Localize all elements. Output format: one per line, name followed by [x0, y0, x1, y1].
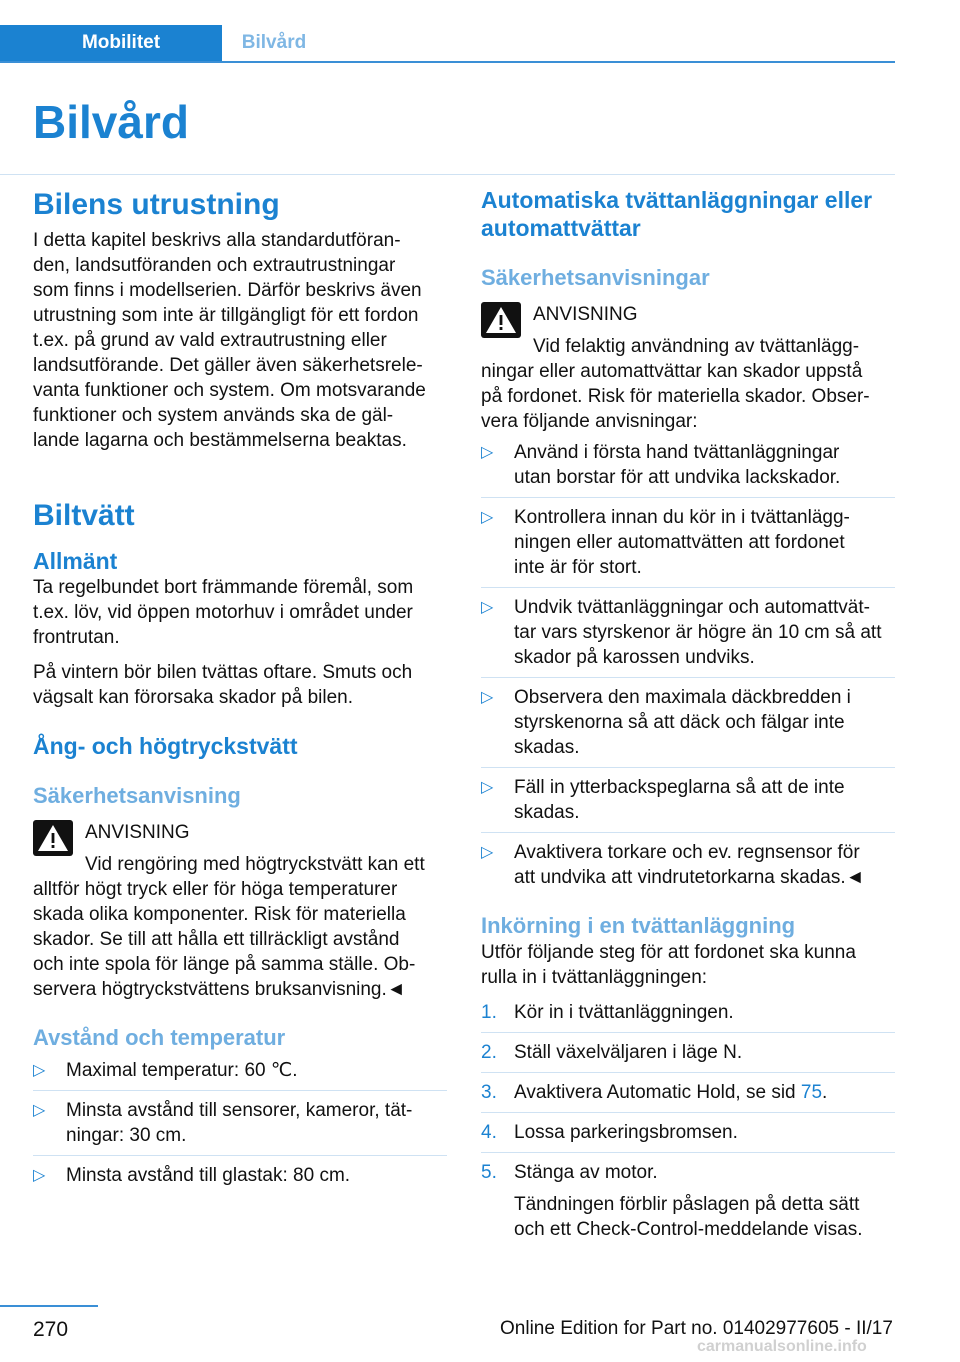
general-line: t.ex. löv, vid öppen motorhuv i området under: [33, 602, 413, 623]
list-item: [481, 505, 895, 580]
notice-line: på fordonet. Risk för materiella skador. Obser-: [481, 386, 870, 407]
divider: [481, 497, 895, 498]
step-text: Avaktivera Automatic Hold, se sid: [514, 1082, 801, 1103]
notice-automatic: [481, 302, 895, 434]
list-item-text: skador på karossen undviks.: [514, 647, 755, 668]
triangle-bullet-icon: ▷: [481, 444, 494, 461]
notice-label: ANVISNING: [85, 822, 190, 843]
spacer: [33, 760, 447, 782]
heading-distance: Avstånd och temperatur: [33, 1025, 286, 1050]
heading-general: Allmänt: [33, 548, 118, 574]
divider: [33, 1090, 447, 1091]
heading-carwash: Biltvätt: [33, 499, 135, 532]
triangle-bullet-icon: ▷: [481, 689, 494, 706]
divider: [481, 832, 895, 833]
equipment-line: vanta funktioner och system. Om motsvarande: [33, 380, 426, 401]
list-item: [33, 1058, 447, 1083]
spacer: [33, 453, 447, 491]
equipment-line: som finns i modellserien. Därför beskrivs även: [33, 280, 422, 301]
notice-line: skada olika komponenter. Risk för materiella: [33, 904, 406, 925]
triangle-bullet-icon: ▷: [481, 509, 494, 526]
warning-icon: [481, 302, 521, 338]
tab-bilvard-label: Bilvård: [241, 32, 307, 53]
notice-steam: [33, 820, 447, 1002]
list-item-text: Maximal temperatur: 60 ℃.: [66, 1060, 298, 1081]
spacer: [481, 990, 895, 1000]
notice-line: alltför högt tryck eller för höga temperaturer: [33, 879, 398, 900]
step-item: [481, 1160, 895, 1242]
equipment-line: den, landsutföranden och extrautrustningar: [33, 255, 396, 276]
divider: [481, 1072, 895, 1073]
list-item: [481, 775, 895, 825]
edition-label: Online Edition for Part no. 01402977605 - II/17: [500, 1318, 893, 1339]
equipment-line: t.ex. på grund av vald extrautrustning eller: [33, 330, 387, 351]
step-number: 3.: [481, 1082, 497, 1103]
spacer: [33, 810, 447, 820]
list-item-text: Avaktivera torkare och ev. regnsensor för: [514, 842, 860, 863]
step-note: och ett Check-Control-meddelande visas.: [514, 1219, 863, 1240]
tab-mobilitet-label: Mobilitet: [81, 32, 161, 53]
heading-automatic: [481, 186, 895, 242]
spacer: [481, 292, 895, 302]
spacer: [33, 1002, 447, 1024]
general-line: frontrutan.: [33, 627, 120, 648]
divider: [33, 1155, 447, 1156]
page-link-75[interactable]: 75: [800, 1082, 823, 1103]
list-item-text: ningen eller automattvätten att fordonet: [514, 532, 845, 553]
tab-bilvard[interactable]: [222, 25, 326, 61]
notice-line: skador. Se till att hålla ett tillräckligt avstånd: [33, 929, 400, 950]
driving-in-intro: rulla in i tvättanläggningen:: [481, 967, 708, 988]
list-item-text: styrskenorna så att däck och fälgar inte: [514, 712, 845, 733]
heading-automatic-line: Automatiska tvättanläggningar eller: [481, 187, 873, 213]
winter-line: vägsalt kan förorsaka skador på bilen.: [33, 687, 354, 708]
winter-line: På vintern bör bilen tvättas oftare. Smuts och: [33, 662, 413, 683]
heading-equipment: Bilens utrustning: [33, 188, 280, 221]
spacer: [481, 242, 895, 264]
equipment-line: funktioner och system används ska de gäl-: [33, 405, 394, 426]
driving-in-intro: Utför följande steg för att fordonet ska kunna: [481, 942, 856, 963]
divider: [481, 767, 895, 768]
notice-line: vera följande anvisningar:: [481, 411, 698, 432]
step-text: Stänga av motor.: [514, 1162, 658, 1183]
list-item-text: Observera den maximala däckbredden i: [514, 687, 851, 708]
divider: [481, 1032, 895, 1033]
triangle-bullet-icon: ▷: [481, 844, 494, 861]
notice-line: ningar eller automattvättar kan skador uppstå: [481, 361, 863, 382]
list-item-text: Minsta avstånd till glastak: 80 cm.: [66, 1165, 351, 1186]
warning-icon: [33, 820, 73, 856]
general-line: Ta regelbundet bort främmande föremål, som: [33, 577, 414, 598]
list-item-text: tar vars styrskenor är högre än 10 cm så att: [514, 622, 882, 643]
notice-line: och inte spola för länge på samma ställe. Ob-: [33, 954, 416, 975]
list-item-text: Minsta avstånd till sensorer, kameror, tät-: [66, 1100, 413, 1121]
list-item: [481, 685, 895, 760]
heading-automatic-line: automattvättar: [481, 215, 641, 241]
step-number: 2.: [481, 1042, 497, 1063]
step-text: Kör in i tvättanläggningen.: [514, 1002, 734, 1023]
step-number: 1.: [481, 1002, 497, 1023]
list-item-text: utan borstar för att undvika lackskador.: [514, 467, 841, 488]
equipment-line: lande lagarna och bestämmelserna beaktas.: [33, 430, 407, 451]
divider: [481, 677, 895, 678]
list-item-text: Fäll in ytterbackspeglarna så att de inte: [514, 777, 845, 798]
heading-safety-steam: Säkerhetsanvisning: [33, 783, 241, 808]
spacer: [481, 890, 895, 912]
title-divider: [0, 174, 895, 175]
spacer: [33, 650, 447, 660]
header-tabs: [0, 25, 895, 63]
list-item: [481, 440, 895, 490]
list-item-text: Kontrollera innan du kör in i tvättanlägg-: [514, 507, 850, 528]
list-item: [481, 840, 895, 890]
equipment-line: landsutförande. Det gäller även säkerhetsrele-: [33, 355, 423, 376]
left-column: [33, 180, 447, 1188]
step-text: Ställ växelväljaren i läge N.: [514, 1042, 743, 1063]
heading-driving-in: Inkörning i en tvättanläggning: [481, 913, 796, 938]
list-item-text: Undvik tvättanläggningar och automattvät-: [514, 597, 870, 618]
spacer: [514, 1185, 895, 1192]
heading-steam: Ång- och högtryckstvätt: [33, 733, 298, 759]
step-item: [481, 1000, 895, 1025]
list-item-text: att undvika att vindrutetorkarna skadas.◄: [514, 867, 865, 888]
notice-line: Vid rengöring med högtryckstvätt kan ett: [85, 854, 425, 875]
triangle-bullet-icon: ▷: [33, 1102, 46, 1119]
step-number: 4.: [481, 1122, 497, 1143]
step-text-end: .: [822, 1082, 828, 1103]
step-item: [481, 1080, 895, 1105]
list-item-text: Använd i första hand tvättanläggningar: [514, 442, 840, 463]
equipment-line: I detta kapitel beskrivs alla standardutföran-: [33, 230, 401, 251]
notice-label: ANVISNING: [533, 304, 638, 325]
tab-mobilitet[interactable]: [0, 25, 222, 61]
triangle-bullet-icon: ▷: [33, 1167, 46, 1184]
list-item-text: skadas.: [514, 802, 580, 823]
equipment-text: [33, 228, 447, 453]
list-item: [33, 1098, 447, 1148]
divider: [481, 1152, 895, 1153]
step-note: Tändningen förblir påslagen på detta sätt: [514, 1194, 860, 1215]
step-text: Lossa parkeringsbromsen.: [514, 1122, 738, 1143]
automatic-list: [481, 440, 895, 890]
divider: [481, 587, 895, 588]
list-item-text: ningar: 30 cm.: [66, 1125, 187, 1146]
triangle-bullet-icon: ▷: [33, 1062, 46, 1079]
footer-rule: [0, 1305, 98, 1307]
heading-safety-automatic: Säkerhetsanvisningar: [481, 265, 710, 290]
steps-list: [481, 1000, 895, 1242]
notice-line: servera högtryckstvättens bruksanvisning.◄: [33, 979, 406, 1000]
divider: [481, 1112, 895, 1113]
step-item: [481, 1040, 895, 1065]
list-item: [33, 1163, 447, 1188]
list-item-text: inte är för stort.: [514, 557, 642, 578]
right-column: [481, 186, 895, 1242]
list-item-text: skadas.: [514, 737, 580, 758]
equipment-line: utrustning som inte är tillgängligt för ett fordon: [33, 305, 419, 326]
triangle-bullet-icon: ▷: [481, 599, 494, 616]
distance-list: [33, 1058, 447, 1188]
triangle-bullet-icon: ▷: [481, 779, 494, 796]
page-title: Bilvård: [33, 96, 189, 148]
list-item: [481, 595, 895, 670]
spacer: [33, 710, 447, 732]
watermark: carmanualsonline.info: [697, 1338, 867, 1355]
step-item: [481, 1120, 895, 1145]
step-number: 5.: [481, 1162, 497, 1183]
page-number: 270: [33, 1318, 69, 1341]
notice-line: Vid felaktig användning av tvättanlägg-: [533, 336, 860, 357]
